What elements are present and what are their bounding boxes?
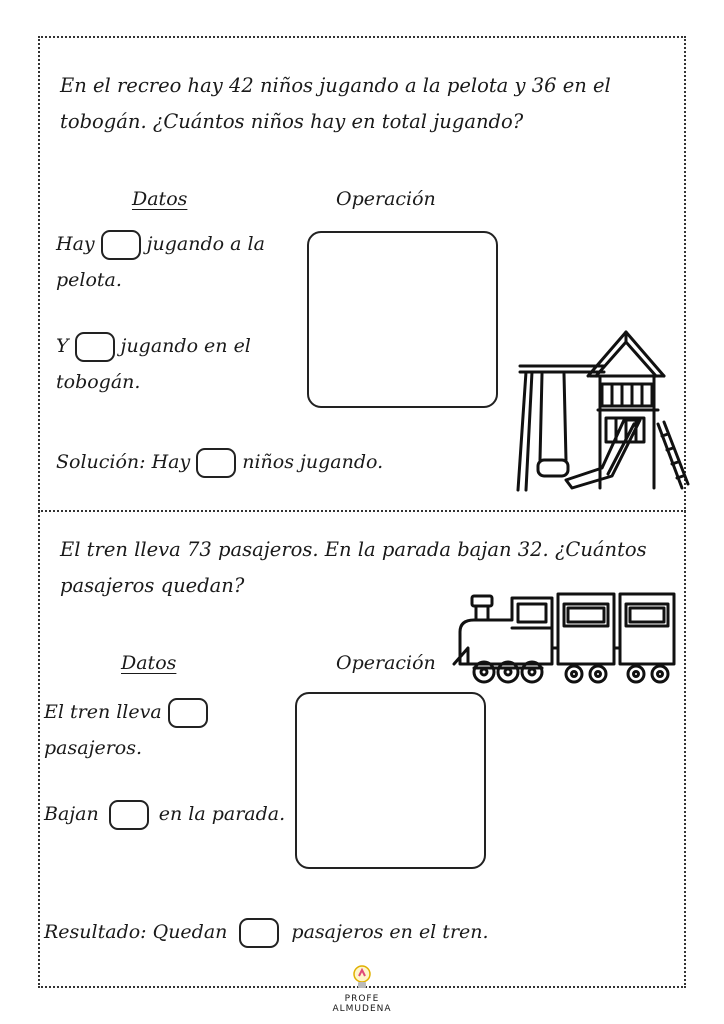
problem2-answer-box-3[interactable] bbox=[239, 918, 279, 948]
problem2-result bbox=[44, 916, 489, 948]
problem2-result-pre: Resultado: Quedan bbox=[44, 921, 228, 943]
problem1-operation-box[interactable] bbox=[307, 231, 498, 408]
problem1-data1-line2: pelota. bbox=[56, 269, 122, 291]
problem1-solution-pre: Solución: Hay bbox=[56, 451, 191, 473]
problem1-data1-post: jugando a la bbox=[146, 233, 265, 255]
problem2-data1-pre: El tren lleva bbox=[44, 701, 162, 723]
problem2-result-post: pasajeros en el tren. bbox=[291, 921, 489, 943]
problem2-data2-pre: Bajan bbox=[44, 803, 99, 825]
problem2-operation-box[interactable] bbox=[295, 692, 486, 869]
problem1-solution-post: niños jugando. bbox=[242, 451, 384, 473]
problem2-statement-line1: El tren lleva 73 pasajeros. En la parada bajan 32. ¿Cuántos bbox=[60, 538, 647, 561]
problem1-statement-line2: tobogán. ¿Cuántos niños hay en total jugando? bbox=[60, 110, 524, 133]
footer-brand: PROFE ALMUDENA bbox=[332, 994, 392, 1014]
problem1-answer-box-1[interactable] bbox=[101, 230, 141, 260]
problem1-solution bbox=[56, 446, 383, 478]
problem2-data2-post: en la parada. bbox=[158, 803, 286, 825]
problem2-data1-line2: pasajeros. bbox=[44, 737, 143, 759]
problem1-answer-box-3[interactable] bbox=[196, 448, 236, 478]
section-divider bbox=[38, 510, 686, 512]
problem2-operacion-heading: Operación bbox=[336, 652, 436, 674]
train-icon bbox=[450, 588, 678, 690]
problem2-data2 bbox=[44, 798, 285, 830]
problem1-data2-pre: Y bbox=[56, 335, 69, 357]
lightbulb-logo-icon bbox=[352, 964, 372, 990]
problem2-answer-box-2[interactable] bbox=[109, 800, 149, 830]
playground-icon bbox=[512, 328, 690, 496]
problem1-statement-line1: En el recreo hay 42 niños jugando a la pelota y 36 en el bbox=[60, 74, 611, 97]
problem1-data2-post: jugando en el bbox=[120, 335, 251, 357]
problem1-datos-heading: Datos bbox=[132, 188, 188, 210]
problem1-data1 bbox=[56, 228, 265, 260]
problem1-data1-pre: Hay bbox=[56, 233, 95, 255]
problem2-answer-box-1[interactable] bbox=[168, 698, 208, 728]
problem1-data2-line2: tobogán. bbox=[56, 371, 141, 393]
problem1-answer-box-2[interactable] bbox=[75, 332, 115, 362]
problem1-data2 bbox=[56, 330, 251, 362]
problem1-statement bbox=[60, 68, 611, 140]
problem2-statement-line2: pasajeros quedan? bbox=[60, 574, 245, 597]
problem2-datos-heading: Datos bbox=[121, 652, 177, 674]
problem1-operacion-heading: Operación bbox=[336, 188, 436, 210]
problem2-data1 bbox=[44, 696, 214, 728]
